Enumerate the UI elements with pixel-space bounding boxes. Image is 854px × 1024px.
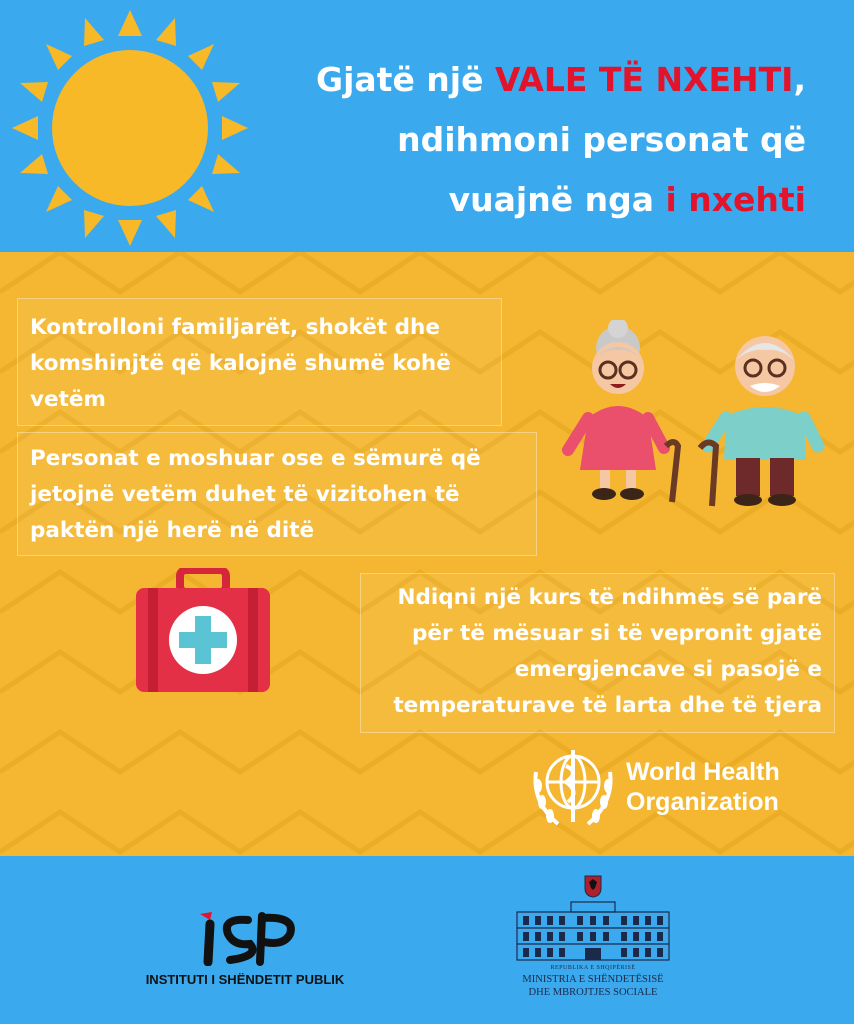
headline-highlight: i nxehti xyxy=(665,180,806,219)
headline-highlight: VALE TË NXEHTI xyxy=(495,60,794,99)
ministry-name-line-2: DHE MBROJTJES SOCIALE xyxy=(528,987,658,998)
tip-first-aid-course: Ndiqni një kurs të ndihmës së parë për të mësuar si të vepronit gjatë emergjencave si pasojë e temperaturave të larta dhe të tjera xyxy=(360,573,835,733)
who-wordmark xyxy=(626,757,780,817)
who-line-1: World Health xyxy=(626,758,780,786)
headline-text: , xyxy=(793,60,806,99)
headline-text: vuajnë nga xyxy=(448,180,666,219)
ministry-emblem xyxy=(583,874,603,898)
elderly-couple-illustration xyxy=(560,320,830,510)
isp-logo xyxy=(190,906,300,966)
ministry-name xyxy=(493,973,693,999)
ministry-republic-label: REPUBLIKA E SHQIPËRISË xyxy=(550,965,636,971)
headline-text: Gjatë një xyxy=(316,60,495,99)
who-emblem xyxy=(528,742,618,837)
headline-line-3 xyxy=(206,170,806,230)
ministry-building-illustration xyxy=(513,898,673,962)
isp-name: INSTITUTI I SHËNDETIT PUBLIK xyxy=(145,972,345,987)
footer-band xyxy=(0,856,854,1024)
who-line-2: Organization xyxy=(626,788,779,816)
headline-line-1 xyxy=(206,50,806,110)
tip-visit-elderly: Personat e moshuar ose e sëmurë që jetojnë vetëm duhet të vizitohen të paktën një herë në ditë xyxy=(17,432,537,556)
headline-line-2: ndihmoni personat që xyxy=(397,120,806,159)
ministry-name-line-1: MINISTRIA E SHËNDETËSISË xyxy=(522,974,664,985)
first-aid-kit-icon xyxy=(128,568,278,696)
tip-check-family: Kontrolloni familjarët, shokët dhe komshinjtë që kalojnë shumë kohë vetëm xyxy=(17,298,502,426)
headline xyxy=(206,50,806,230)
